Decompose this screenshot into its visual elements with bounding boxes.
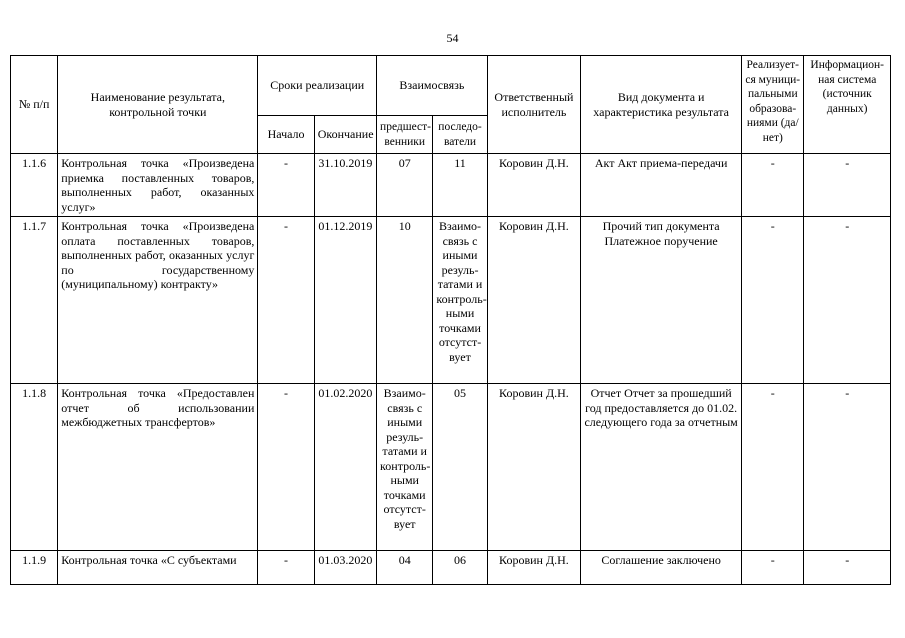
row-responsible: Коровин Д.Н. xyxy=(487,551,581,585)
header-start: Начало xyxy=(258,116,314,154)
header-doc-type: Вид документа и характеристика результата xyxy=(581,56,742,154)
header-municipal: Реализует-ся муници-пальными образова-ниями (да/нет) xyxy=(742,56,804,154)
row-pred: 10 xyxy=(377,217,433,384)
row-end: 31.10.2019 xyxy=(314,154,376,217)
table-row xyxy=(11,384,891,551)
row-name: Контрольная точка «Предоставлен отчет об использовании межбюджетных трансфертов» xyxy=(58,384,258,551)
row-municipal: - xyxy=(742,384,804,551)
header-num: № п/п xyxy=(11,56,58,154)
row-responsible: Коровин Д.Н. xyxy=(487,217,581,384)
control-points-table xyxy=(10,55,891,585)
table-row xyxy=(11,217,891,384)
header-relation: Взаимосвязь xyxy=(377,56,488,116)
row-info: - xyxy=(804,384,891,551)
row-doc: Прочий тип документа Платежное поручение xyxy=(581,217,742,384)
row-doc: Соглашение заключено xyxy=(581,551,742,585)
header-predecessors: предшест-венники xyxy=(377,116,433,154)
row-municipal: - xyxy=(742,551,804,585)
table-row xyxy=(11,551,891,585)
header-responsible: Ответственный исполнитель xyxy=(487,56,581,154)
row-pred: Взаимо-связь с иными резуль-татами и контроль-ными точками отсутст-вует xyxy=(377,384,433,551)
row-name: Контрольная точка «С субъектами xyxy=(58,551,258,585)
row-start: - xyxy=(258,154,314,217)
row-pred: 04 xyxy=(377,551,433,585)
row-name: Контрольная точка «Произведена приемка поставленных товаров, выполненных работ, оказанных услуг» xyxy=(58,154,258,217)
row-succ: 05 xyxy=(433,384,487,551)
row-responsible: Коровин Д.Н. xyxy=(487,154,581,217)
header-terms: Сроки реализации xyxy=(258,56,377,116)
header-info-system: Информацион-ная система (источник данных) xyxy=(804,56,891,154)
row-pred: 07 xyxy=(377,154,433,217)
row-responsible: Коровин Д.Н. xyxy=(487,384,581,551)
row-municipal: - xyxy=(742,154,804,217)
row-num: 1.1.7 xyxy=(11,217,58,384)
row-info: - xyxy=(804,551,891,585)
row-num: 1.1.9 xyxy=(11,551,58,585)
row-num: 1.1.6 xyxy=(11,154,58,217)
page-number: 54 xyxy=(446,31,459,45)
row-succ: 11 xyxy=(433,154,487,217)
row-municipal: - xyxy=(742,217,804,384)
row-doc: Акт Акт приема-передачи xyxy=(581,154,742,217)
row-end: 01.12.2019 xyxy=(314,217,376,384)
row-info: - xyxy=(804,154,891,217)
row-start: - xyxy=(258,217,314,384)
header-end: Окончание xyxy=(314,116,376,154)
row-start: - xyxy=(258,384,314,551)
table-row xyxy=(11,154,891,217)
row-end: 01.03.2020 xyxy=(314,551,376,585)
row-info: - xyxy=(804,217,891,384)
row-succ: Взаимо-связь с иными резуль-татами и контроль-ными точками отсутст-вует xyxy=(433,217,487,384)
row-start: - xyxy=(258,551,314,585)
header-successors: последо-ватели xyxy=(433,116,487,154)
row-succ: 06 xyxy=(433,551,487,585)
header-name: Наименование результата, контрольной точки xyxy=(58,56,258,154)
row-doc: Отчет Отчет за прошедший год предоставляется до 01.02. следующего года за отчетным xyxy=(581,384,742,551)
row-num: 1.1.8 xyxy=(11,384,58,551)
table-header xyxy=(11,56,891,154)
row-end: 01.02.2020 xyxy=(314,384,376,551)
row-name: Контрольная точка «Произведена оплата поставленных товаров, выполненных работ, оказанных услуг по государственному (муниципальному) контракту» xyxy=(58,217,258,384)
